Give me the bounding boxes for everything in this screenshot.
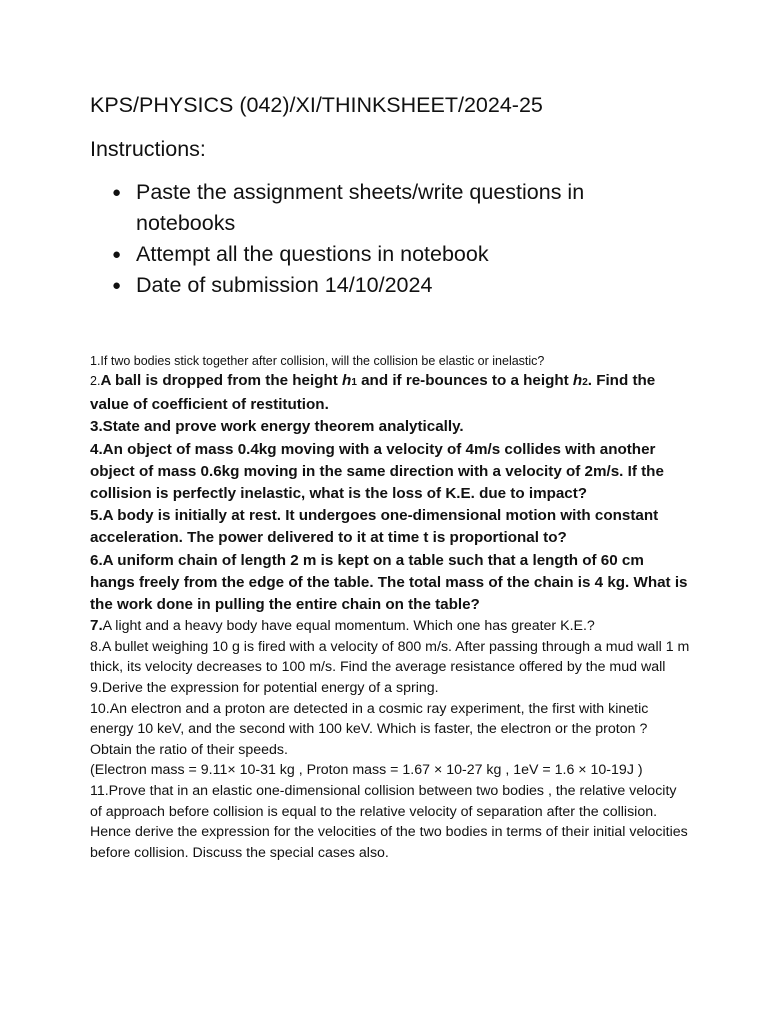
variable-h: h (342, 372, 352, 389)
variable-h: h (572, 372, 583, 389)
instruction-item (90, 239, 650, 270)
question-7 (90, 616, 690, 637)
instruction-item (90, 177, 650, 239)
instruction-text: Attempt all the questions in notebook (136, 242, 489, 266)
instruction-item (90, 270, 650, 301)
question-6: 6.A uniform chain of length 2 m is kept on a table such that a length of 60 cm hangs freely from the edge of the table. The total mass of the chain is 4 kg. What is the work done in pulling the entire chain on the table? (90, 551, 688, 614)
subscript: 1 (351, 377, 357, 388)
question-11: 11.Prove that in an elastic one-dimensional collision between two bodies , the relative velocity of approach before collision is equal to the relative velocity of separation after the collision. Hence derive the expression for the velocities of the two bodies in terms of their initial velocities before collision. Discuss the special cases also. (90, 782, 688, 861)
question-3: 3.State and prove work energy theorem analytically. (90, 418, 464, 436)
question-8-line-2: thick, its velocity decreases to 100 m/s. Find the average resistance offered by the mud wall (90, 659, 666, 676)
questions-section (90, 353, 690, 863)
question-8-line-1: 8.A bullet weighing 10 g is fired with a velocity of 800 m/s. After passing through a mud wall 1 m (90, 638, 690, 655)
instruction-text: Paste the assignment sheets/write questions in notebooks (136, 180, 585, 235)
question-text: . Find the value of coefficient of restitution. (90, 372, 656, 414)
subscript: 2 (582, 377, 588, 388)
question-text: A light and a heavy body have equal momentum. Which one has greater K.E.? (102, 618, 595, 635)
question-number: 2. (90, 374, 101, 388)
question-9: 9.Derive the expression for potential energy of a spring. (90, 680, 439, 697)
instructions-list (90, 177, 650, 301)
question-number: 7. (90, 617, 103, 635)
bullet-icon: ● (112, 277, 122, 294)
bullet-icon: ● (112, 246, 122, 263)
instructions-heading: Instructions: (90, 137, 206, 161)
page-title: KPS/PHYSICS (042)/XI/THINKSHEET/2024-25 (90, 93, 543, 117)
question-10: 10.An electron and a proton are detected in a cosmic ray experiment, the first with kinetic energy 10 keV, and the second with 100 keV. Which is faster, the electron or the proton ? Obtain the ratio of their speeds. (90, 700, 649, 758)
question-5: 5.A body is initially at rest. It undergoes one-dimensional motion with constant acceleration. The power delivered to it at time t is proportional to? (90, 507, 659, 547)
question-2 (90, 370, 690, 416)
question-1: 1.If two bodies stick together after collision, will the collision be elastic or inelastic? (90, 354, 545, 368)
question-4: 4.An object of mass 0.4kg moving with a velocity of 4m/s collides with another object of mass 0.6kg moving in the same direction with a velocity of 2m/s. If the collision is perfectly inelastic, what is the loss of K.E. due to impact? (90, 440, 664, 503)
question-text: A ball is dropped from the height (100, 372, 343, 389)
bullet-icon: ● (112, 184, 122, 201)
question-text: and if re-bounces to a height (356, 372, 573, 389)
question-10-note: (Electron mass = 9.11× 10-31 kg , Proton mass = 1.67 × 10-27 kg , 1eV = 1.6 × 10-19J ) (90, 762, 643, 779)
instruction-text: Date of submission 14/10/2024 (136, 273, 433, 297)
